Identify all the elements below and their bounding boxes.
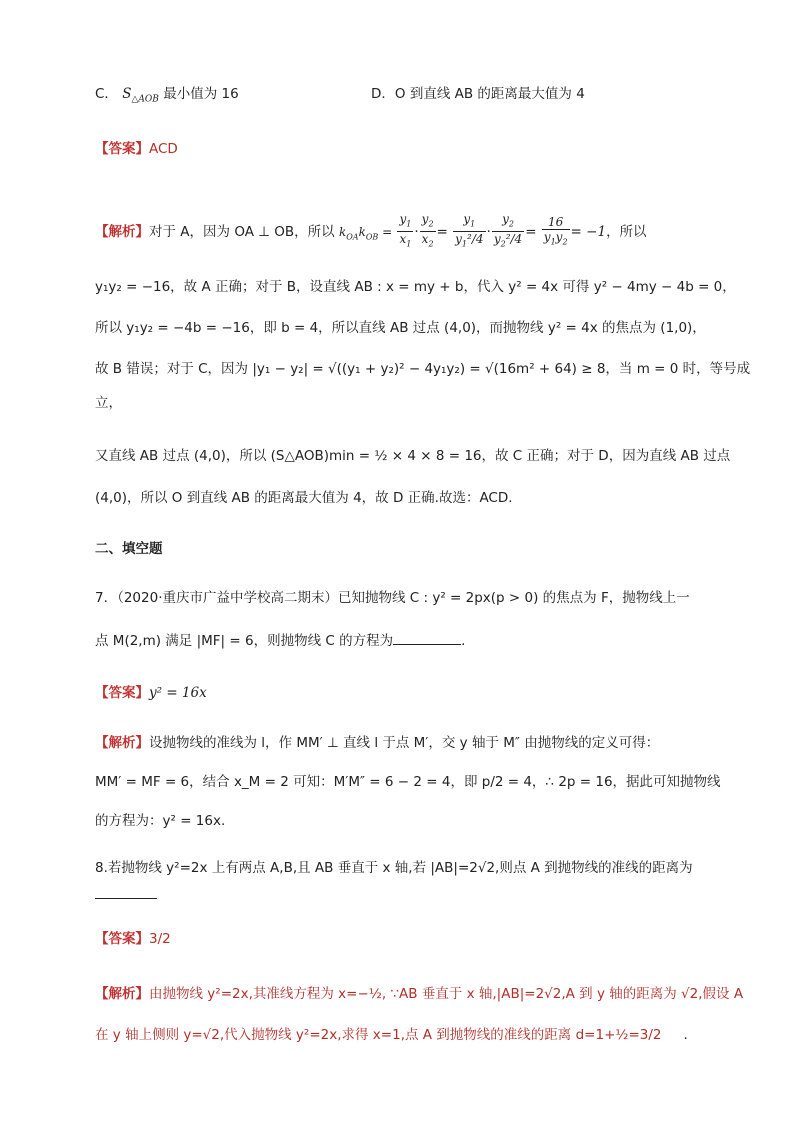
option-c-symbol: S xyxy=(122,86,132,102)
q6-analysis-line-2: y₁y₂ = −16，故 A 正确；对于 B，设直线 AB : x = my + b，代入 y² = 4x 可得 y² − 4my − 4b = 0， xyxy=(95,279,736,295)
q6-analysis-line-5: 立， xyxy=(95,395,122,411)
q8-stem-line-1: 8.若抛物线 y²=2x 上有两点 A,B,且 AB 垂直于 x 轴,若 |AB|=2√2,则点 A 到抛物线的准线的距离为 xyxy=(95,860,693,876)
q8-analysis-line-2: 在 y 轴上侧则 y=√2,代入抛物线 y²=2x,求得 x=1,点 A 到抛物线的准线的距离 d=1+½=3/2 . xyxy=(95,1027,688,1043)
q6-analysis-line-4: 故 B 错误；对于 C，因为 |y₁ − y₂| = √((y₁ + y₂)² − 4y₁y₂) = √(16m² + 64) ≥ 8，当 m = 0 时，等号成 xyxy=(95,361,751,377)
q6-analysis-line-1: 【解析】对于 A，因为 OA ⊥ OB，所以 $k_{OA}k_{OB}$ = $\frac{y_1}{x_1}$ · $\frac{y_2}{x_2}$ = $\frac{y_1}{y_1^2/4}$ · $\frac{y_2}{y_2^2/4}$ = $\frac{16}{y_1y_2}$ = −1，所以 xyxy=(95,212,647,249)
q8-stem-line-2 xyxy=(95,884,157,905)
q6-answer: 【答案】ACD xyxy=(95,141,178,157)
q6-analysis-line-3: 所以 y₁y₂ = −4b = −16，即 b = 4，所以直线 AB 过点 (4,0)，而抛物线 y² = 4x 的焦点为 (1,0)， xyxy=(95,320,706,336)
option-d: D．O 到直线 AB 的距离最大值为 4 xyxy=(371,86,585,102)
option-c: C． $S_{\triangle AOB}$ 最小值为 16 xyxy=(95,86,239,105)
q7-stem-line-1: 7．（2020·重庆市广益中学校高二期末）已知抛物线 C : y² = 2px(p > 0) 的焦点为 F，抛物线上一 xyxy=(95,590,690,606)
section-title: 二、填空题 xyxy=(95,541,163,557)
q7-answer: 【答案】y² = 16x xyxy=(95,685,207,701)
q7-analysis-line-3: 的方程为：y² = 16x. xyxy=(95,813,226,829)
q8-analysis-line-1: 【解析】由抛物线 y²=2x,其准线方程为 x=−½, ∵AB 垂直于 x 轴,|AB|=2√2,A 到 y 轴的距离为 √2,假设 A xyxy=(95,986,744,1002)
q8-answer-blank xyxy=(95,884,157,899)
q6-analysis-line-7: (4,0)，所以 O 到直线 AB 的距离最大值为 4，故 D 正确.故选：ACD. xyxy=(95,490,513,506)
q7-answer-blank xyxy=(393,630,461,645)
q6-analysis-line-6: 又直线 AB 过点 (4,0)，所以 (S△AOB)min = ½ × 4 × 8 = 16，故 C 正确；对于 D，因为直线 AB 过点 xyxy=(95,448,731,464)
q7-analysis-line-1: 【解析】设抛物线的准线为 l，作 MM′ ⊥ 直线 l 于点 M′，交 y 轴于 M″ 由抛物线的定义可得： xyxy=(95,735,660,751)
q8-answer: 【答案】3/2 xyxy=(95,931,171,947)
q7-analysis-line-2: MM′ = MF = 6，结合 x_M = 2 可知：M′M″ = 6 − 2 = 4，即 p/2 = 4，∴ 2p = 16，据此可知抛物线 xyxy=(95,774,721,790)
q7-stem-line-2: 点 M(2,m) 满足 |MF| = 6，则抛物线 C 的方程为 . xyxy=(95,630,465,651)
